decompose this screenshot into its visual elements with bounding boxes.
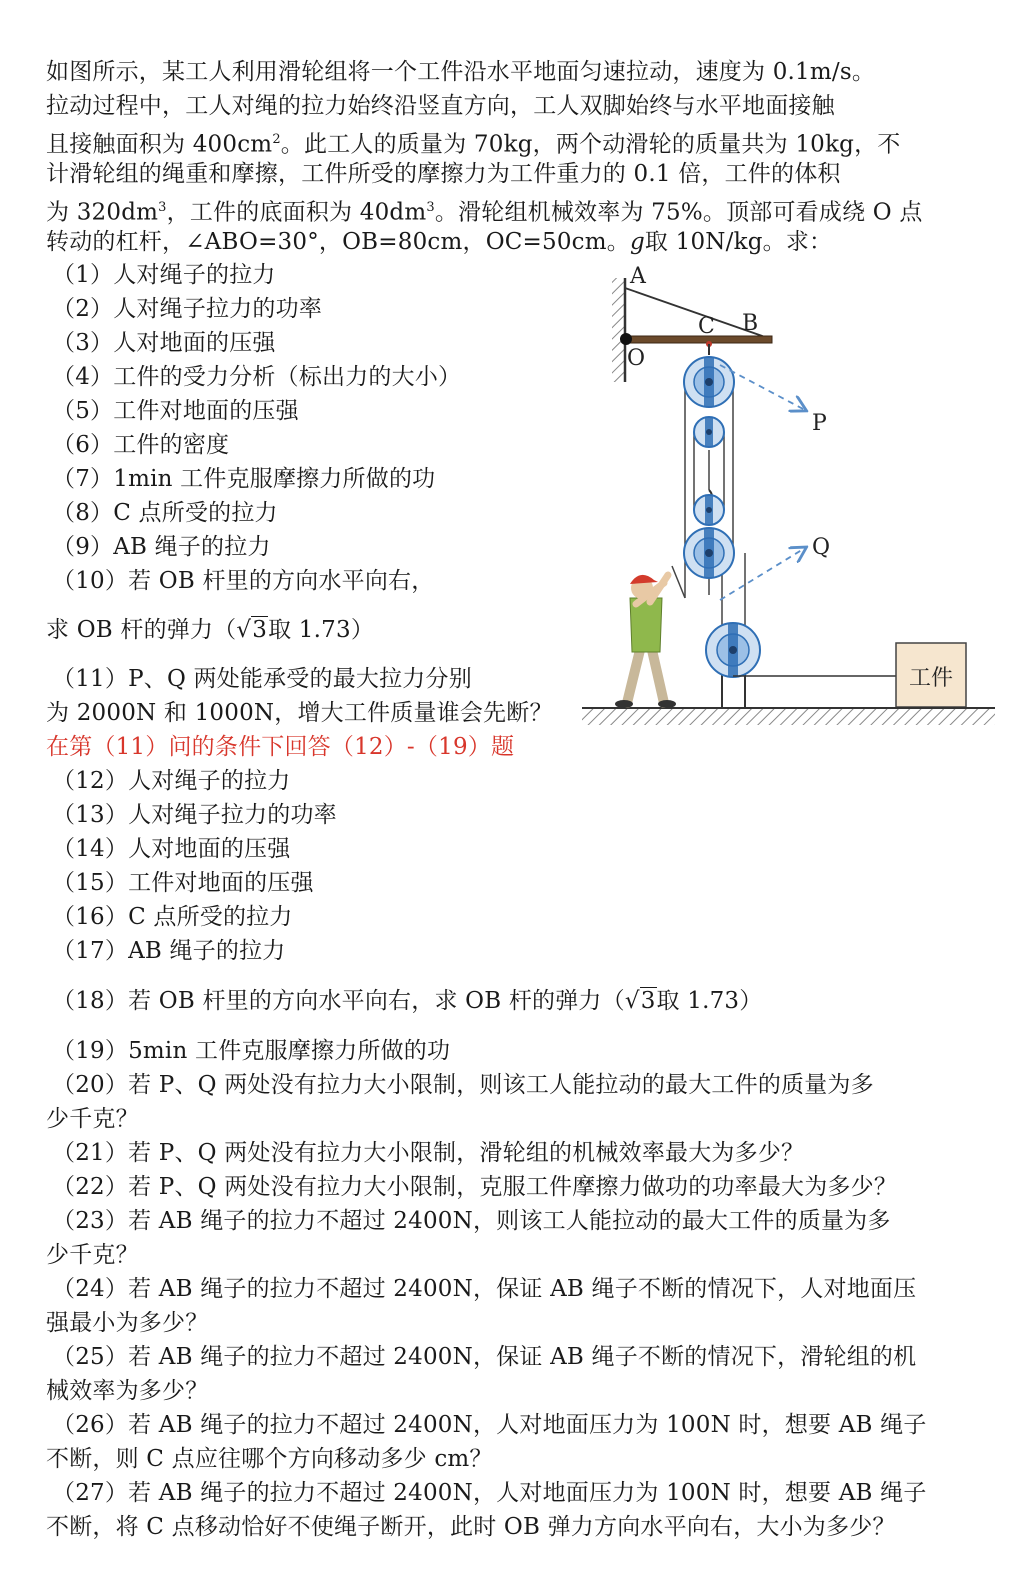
question-2: （2）人对绳子拉力的功率: [52, 296, 323, 322]
moving-pulley-big: [684, 528, 734, 578]
label-b: B: [742, 311, 759, 336]
intro-line-5: 为 $320dm^3$，工件的底面积为 $40dm^3$。滑轮组机械效率为 75%。顶部可看成绕 O 点: [46, 199, 923, 226]
bottom-pulley: [706, 623, 760, 708]
question-7: （7）1min 工件克服摩擦力所做的功: [52, 466, 436, 492]
question-25: （25）若 AB 绳子的拉力不超过 2400N，保证 AB 绳子不断的情况下，滑轮组的机: [52, 1344, 917, 1370]
question-18: （18）若 OB 杆里的方向水平向右，求 OB 杆的弹力（√3取 1.73）: [52, 988, 763, 1014]
question-13: （13）人对绳子拉力的功率: [52, 802, 337, 828]
question-3: （3）人对地面的压强: [52, 330, 276, 356]
question-11-cont: 为 2000N 和 1000N，增大工件质量谁会先断？: [46, 700, 553, 726]
question-6: （6）工件的密度: [52, 432, 230, 458]
intro-line-4: 计滑轮组的绳重和摩擦，工件所受的摩擦力为工件重力的 0.1 倍，工件的体积: [46, 161, 841, 187]
question-16: （16）C 点所受的拉力: [52, 904, 293, 930]
intro-line-1: 如图所示，某工人利用滑轮组将一个工件沿水平地面匀速拉动，速度为 0.1m/s。: [46, 59, 876, 85]
workpiece-block: [896, 643, 966, 707]
question-4: （4）工件的受力分析（标出力的大小）: [52, 364, 462, 390]
wall: [612, 278, 625, 382]
condition-note: 在第（11）问的条件下回答（12）-（19）题: [46, 734, 515, 760]
question-26: （26）若 AB 绳子的拉力不超过 2400N，人对地面压力为 100N 时，想要 AB 绳子: [52, 1412, 927, 1438]
question-17: （17）AB 绳子的拉力: [52, 938, 286, 964]
question-27-cont: 不断，将 C 点移动恰好不使绳子断开，此时 OB 弹力方向水平向右，大小为多少？: [46, 1514, 896, 1540]
question-10-cont: 求 OB 杆的弹力（√3取 1.73）: [46, 617, 375, 643]
fixed-pulley-top: [684, 357, 734, 407]
question-10: （10）若 OB 杆里的方向水平向右，: [52, 568, 435, 594]
question-22: （22）若 P、Q 两处没有拉力大小限制，克服工件摩擦力做功的功率最大为多少？: [52, 1174, 898, 1200]
moving-pulley-small: [694, 495, 724, 525]
ground: [582, 708, 995, 725]
question-23: （23）若 AB 绳子的拉力不超过 2400N，则该工人能拉动的最大工件的质量为多: [52, 1208, 891, 1234]
question-14: （14）人对地面的压强: [52, 836, 291, 862]
question-19: （19）5min 工件克服摩擦力所做的功: [52, 1038, 451, 1064]
intro-line-3: 且接触面积为 $400cm^2$。此工人的质量为 70kg，两个动滑轮的质量共为 10kg，不: [46, 131, 901, 158]
intro-line-2: 拉动过程中，工人对绳的拉力始终沿竖直方向，工人双脚始终与水平地面接触: [46, 93, 835, 119]
label-p: P: [812, 411, 827, 436]
question-27: （27）若 AB 绳子的拉力不超过 2400N，人对地面压力为 100N 时，想要 AB 绳子: [52, 1480, 927, 1506]
question-24: （24）若 AB 绳子的拉力不超过 2400N，保证 AB 绳子不断的情况下，人对地面压: [52, 1276, 917, 1302]
label-a: A: [630, 265, 646, 289]
question-11: （11）P、Q 两处能承受的最大拉力分别: [52, 666, 472, 692]
question-9: （9）AB 绳子的拉力: [52, 534, 271, 560]
label-c: C: [698, 314, 715, 339]
question-24-cont: 强最小为多少？: [46, 1310, 209, 1336]
question-1: （1）人对绳子的拉力: [52, 262, 276, 288]
question-5: （5）工件对地面的压强: [52, 398, 299, 424]
label-q: Q: [812, 535, 831, 560]
fixed-pulley-small: [694, 417, 724, 447]
question-26-cont: 不断，则 C 点应往哪个方向移动多少 cm？: [46, 1446, 493, 1472]
question-20: （20）若 P、Q 两处没有拉力大小限制，则该工人能拉动的最大工件的质量为多: [52, 1072, 874, 1098]
label-o: O: [627, 346, 646, 371]
question-23-cont: 少千克？: [46, 1242, 139, 1268]
worker: [615, 566, 685, 708]
question-21: （21）若 P、Q 两处没有拉力大小限制，滑轮组的机械效率最大为多少？: [52, 1140, 805, 1166]
question-8: （8）C 点所受的拉力: [52, 500, 278, 526]
question-20-cont: 少千克？: [46, 1106, 139, 1132]
pivot-o: [620, 333, 632, 345]
question-25-cont: 械效率为多少？: [46, 1378, 209, 1404]
question-12: （12）人对绳子的拉力: [52, 768, 291, 794]
intro-line-6: 转动的杠杆，∠ABO=30°，OB=80cm，OC=50cm。g取 10N/kg。求：: [46, 229, 833, 255]
question-15: （15）工件对地面的压强: [52, 870, 314, 896]
pulley-diagram: [575, 265, 1005, 735]
workpiece-label: 工件: [908, 666, 954, 691]
